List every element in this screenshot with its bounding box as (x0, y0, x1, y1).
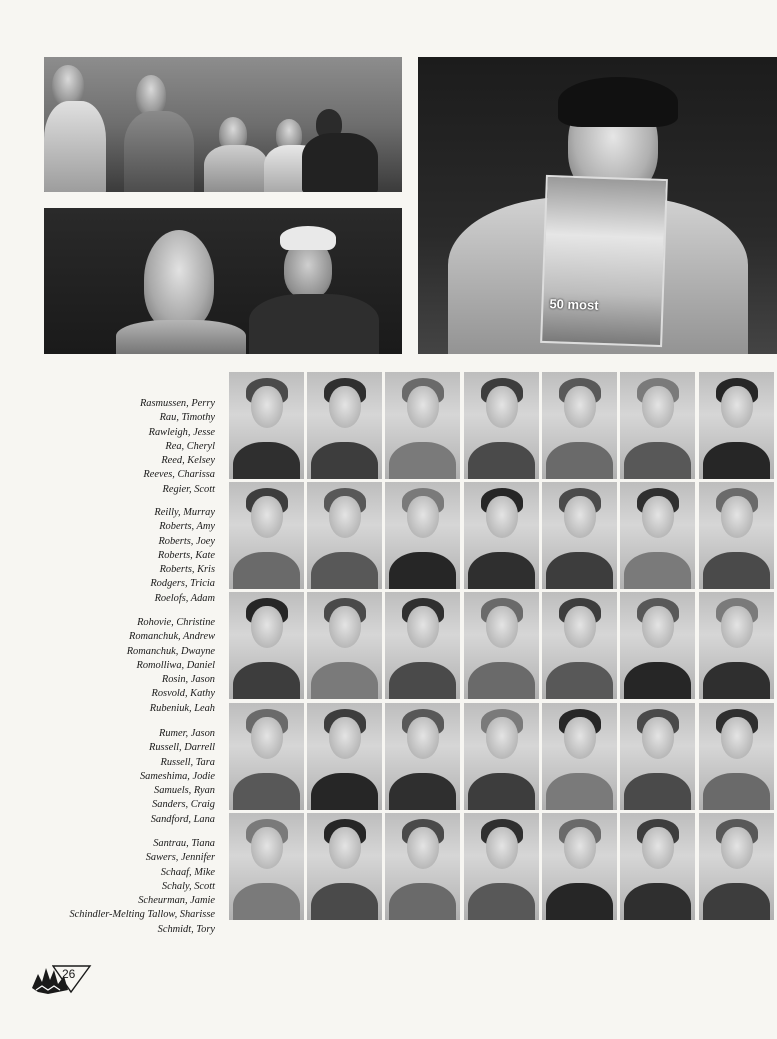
student-portrait (307, 482, 382, 589)
portrait-shoulders (311, 442, 378, 479)
student-portrait (620, 482, 695, 589)
portrait-face (329, 606, 361, 648)
portrait-face (564, 717, 596, 759)
portrait-shoulders (233, 662, 300, 699)
student-portrait (385, 372, 460, 479)
student-name: Rasmussen, Perry (139, 398, 215, 409)
portrait-shoulders (546, 662, 613, 699)
portrait-shoulders (468, 883, 535, 920)
portrait-face (721, 386, 753, 428)
candid-photo-magazine (418, 57, 777, 354)
portrait-face (251, 496, 283, 538)
portrait-face (329, 717, 361, 759)
portrait-face (251, 827, 283, 869)
portrait-shoulders (389, 773, 456, 810)
portrait-face (486, 606, 518, 648)
portrait-face (721, 606, 753, 648)
student-portrait (542, 592, 617, 699)
student-portrait (229, 703, 304, 810)
portrait-shoulders (546, 883, 613, 920)
student-portrait (464, 813, 539, 920)
portrait-shoulders (703, 773, 770, 810)
student-name: Sawers, Jennifer (145, 852, 215, 864)
student-name: Rosvold, Kathy (151, 688, 215, 700)
portrait-face (329, 496, 361, 538)
candid-photo-two-students (44, 208, 402, 354)
page-number: 26 (62, 967, 76, 981)
portrait-shoulders (624, 662, 691, 699)
student-name: Roelofs, Adam (154, 592, 215, 604)
portrait-shoulders (311, 662, 378, 699)
portrait-face (407, 717, 439, 759)
student-name: Santrau, Tiana (153, 838, 215, 849)
portrait-face (642, 386, 674, 428)
portrait-face (407, 496, 439, 538)
student-portrait (464, 592, 539, 699)
portrait-face (721, 717, 753, 759)
student-portrait (620, 372, 695, 479)
student-portrait (620, 813, 695, 920)
student-name: Schmidt, Tory (157, 923, 215, 935)
student-portrait (464, 482, 539, 589)
student-portrait (542, 813, 617, 920)
student-portrait (385, 703, 460, 810)
portrait-shoulders (624, 883, 691, 920)
student-name: Rubeniuk, Leah (149, 702, 215, 714)
magazine (540, 175, 668, 347)
student-portrait (464, 372, 539, 479)
student-portrait (699, 813, 774, 920)
portrait-shoulders (624, 773, 691, 810)
portrait-shoulders (624, 552, 691, 589)
student-portrait (229, 482, 304, 589)
portrait-shoulders (624, 442, 691, 479)
student-portrait (542, 482, 617, 589)
student-portrait (542, 703, 617, 810)
portrait-face (251, 606, 283, 648)
portrait-shoulders (703, 662, 770, 699)
student-portrait (385, 592, 460, 699)
portrait-shoulders (233, 552, 300, 589)
portrait-shoulders (233, 773, 300, 810)
student-name: Romanchuk, Andrew (129, 631, 215, 643)
student-name: Samuels, Ryan (154, 785, 215, 797)
portrait-shoulders (389, 883, 456, 920)
student-name: Rodgers, Tricia (150, 578, 215, 590)
name-list-group-3 (5, 616, 215, 716)
portrait-shoulders (389, 552, 456, 589)
portrait-face (721, 827, 753, 869)
student-portrait (385, 482, 460, 589)
portrait-shoulders (468, 442, 535, 479)
portrait-shoulders (233, 883, 300, 920)
cap (280, 226, 336, 250)
portrait-face (642, 827, 674, 869)
portrait-face (642, 717, 674, 759)
name-list-group-5 (5, 837, 215, 937)
student-portrait (385, 813, 460, 920)
portrait-shoulders (703, 552, 770, 589)
portrait-shoulders (468, 552, 535, 589)
magazine-text: 50 most (549, 296, 599, 313)
student-name: Roberts, Kris (159, 564, 215, 576)
student-name: Reeves, Charissa (143, 469, 215, 481)
student-portrait (229, 592, 304, 699)
student-portrait (699, 592, 774, 699)
student-portrait (699, 703, 774, 810)
student-name: Sanders, Craig (152, 799, 215, 811)
student-portrait (229, 372, 304, 479)
portrait-face (329, 827, 361, 869)
student-name: Sameshima, Jodie (139, 770, 215, 782)
student-name: Schindler-Melting Tallow, Sharisse (69, 909, 215, 921)
portrait-shoulders (703, 442, 770, 479)
portrait-shoulders (546, 773, 613, 810)
portrait-shoulders (546, 552, 613, 589)
student-portrait (307, 703, 382, 810)
portrait-face (642, 496, 674, 538)
student-name: Russell, Darrell (149, 742, 215, 754)
portrait-face (486, 386, 518, 428)
student-name: Rosin, Jason (161, 674, 215, 686)
name-list-group-1 (5, 397, 215, 497)
student-portrait (620, 592, 695, 699)
student-name: Rau, Timothy (159, 412, 215, 424)
student-name: Rohovie, Christine (137, 617, 215, 628)
student-name: Roberts, Kate (157, 549, 215, 561)
portrait-face (486, 496, 518, 538)
student-name: Regier, Scott (162, 483, 215, 495)
portrait-face (486, 717, 518, 759)
portrait-shoulders (311, 883, 378, 920)
student-portrait (620, 703, 695, 810)
student-name: Schaly, Scott (161, 880, 215, 892)
portrait-face (564, 606, 596, 648)
portrait-face (721, 496, 753, 538)
portrait-face (564, 496, 596, 538)
portrait-face (251, 717, 283, 759)
portrait-shoulders (233, 442, 300, 479)
student-name: Romolliwa, Daniel (136, 659, 215, 671)
student-name: Sandford, Lana (150, 813, 215, 825)
portrait-shoulders (546, 442, 613, 479)
student-portrait (307, 592, 382, 699)
portrait-face (407, 386, 439, 428)
portrait-face (642, 606, 674, 648)
portrait-shoulders (389, 662, 456, 699)
student-name: Schaaf, Mike (160, 866, 215, 878)
name-list-group-4 (5, 727, 215, 827)
student-name: Russell, Tara (160, 756, 215, 768)
portrait-shoulders (389, 442, 456, 479)
portrait-face (251, 386, 283, 428)
student-portrait (307, 813, 382, 920)
student-name: Rumer, Jason (159, 728, 215, 739)
student-portrait (542, 372, 617, 479)
name-list-group-2 (5, 506, 215, 606)
student-portrait (464, 703, 539, 810)
portrait-face (407, 606, 439, 648)
student-portrait (699, 482, 774, 589)
portrait-face (564, 386, 596, 428)
portrait-shoulders (311, 773, 378, 810)
portrait-face (486, 827, 518, 869)
student-name: Scheurman, Jamie (138, 895, 215, 907)
student-name: Rawleigh, Jesse (148, 426, 215, 438)
student-name: Reed, Kelsey (161, 455, 215, 467)
portrait-shoulders (703, 883, 770, 920)
page-number-badge (52, 964, 92, 994)
student-name: Roberts, Joey (158, 535, 215, 547)
student-name: Rea, Cheryl (165, 440, 215, 452)
portrait-face (407, 827, 439, 869)
student-portrait (307, 372, 382, 479)
student-name: Romanchuk, Dwayne (126, 645, 215, 657)
student-name: Reilly, Murray (154, 507, 215, 518)
portrait-shoulders (468, 773, 535, 810)
portrait-shoulders (311, 552, 378, 589)
portrait-face (564, 827, 596, 869)
portrait-shoulders (468, 662, 535, 699)
portrait-face (329, 386, 361, 428)
student-name: Roberts, Amy (159, 521, 215, 533)
student-portrait (229, 813, 304, 920)
student-portrait (699, 372, 774, 479)
candid-photo-group-seated (44, 57, 402, 192)
